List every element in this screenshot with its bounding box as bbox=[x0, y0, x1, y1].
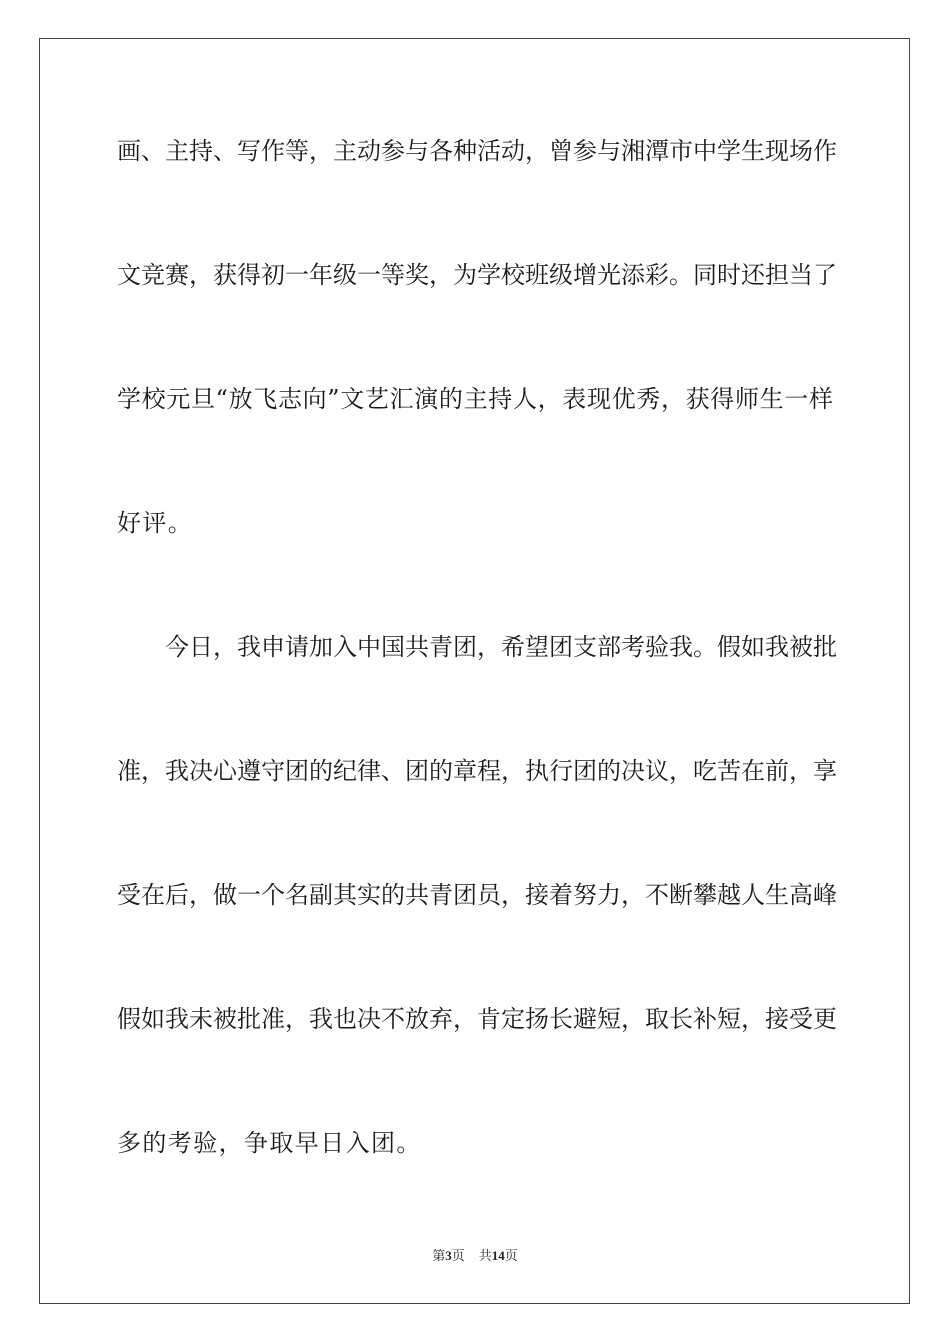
text-line-8: 假如我未被批准，我也决不放弃，肯定扬长避短，取长补短，接受更 bbox=[117, 1005, 837, 1033]
page-suffix: 页 bbox=[451, 1248, 465, 1263]
page-footer bbox=[0, 1247, 950, 1265]
text-line-3: 学校元旦“放飞志向”文艺汇演的主持人，表现优秀，获得师生一样 bbox=[117, 385, 833, 413]
total-suffix: 页 bbox=[504, 1248, 518, 1263]
total-pages: 14 bbox=[491, 1248, 505, 1263]
text-line-6: 准，我决心遵守团的纪律、团的章程，执行团的决议，吃苦在前，享 bbox=[117, 757, 837, 785]
text-line-5: 今日，我申请加入中国共青团，希望团支部考验我。假如我被批 bbox=[165, 633, 837, 661]
page-border bbox=[39, 38, 910, 1304]
total-prefix: 共 bbox=[478, 1248, 492, 1263]
text-line-4: 好评。 bbox=[117, 509, 194, 537]
text-line-1: 画、主持、写作等，主动参与各种活动，曾参与湘潭市中学生现场作 bbox=[117, 137, 837, 165]
text-line-7: 受在后，做一个名副其实的共青团员，接着努力，不断攀越人生高峰 bbox=[117, 881, 837, 909]
page-number: 3 bbox=[445, 1248, 452, 1263]
text-line-9: 多的考验，争取早日入团。 bbox=[117, 1129, 422, 1157]
text-line-2: 文竞赛，获得初一年级一等奖，为学校班级增光添彩。同时还担当了 bbox=[117, 261, 837, 289]
page-prefix: 第 bbox=[432, 1248, 446, 1263]
